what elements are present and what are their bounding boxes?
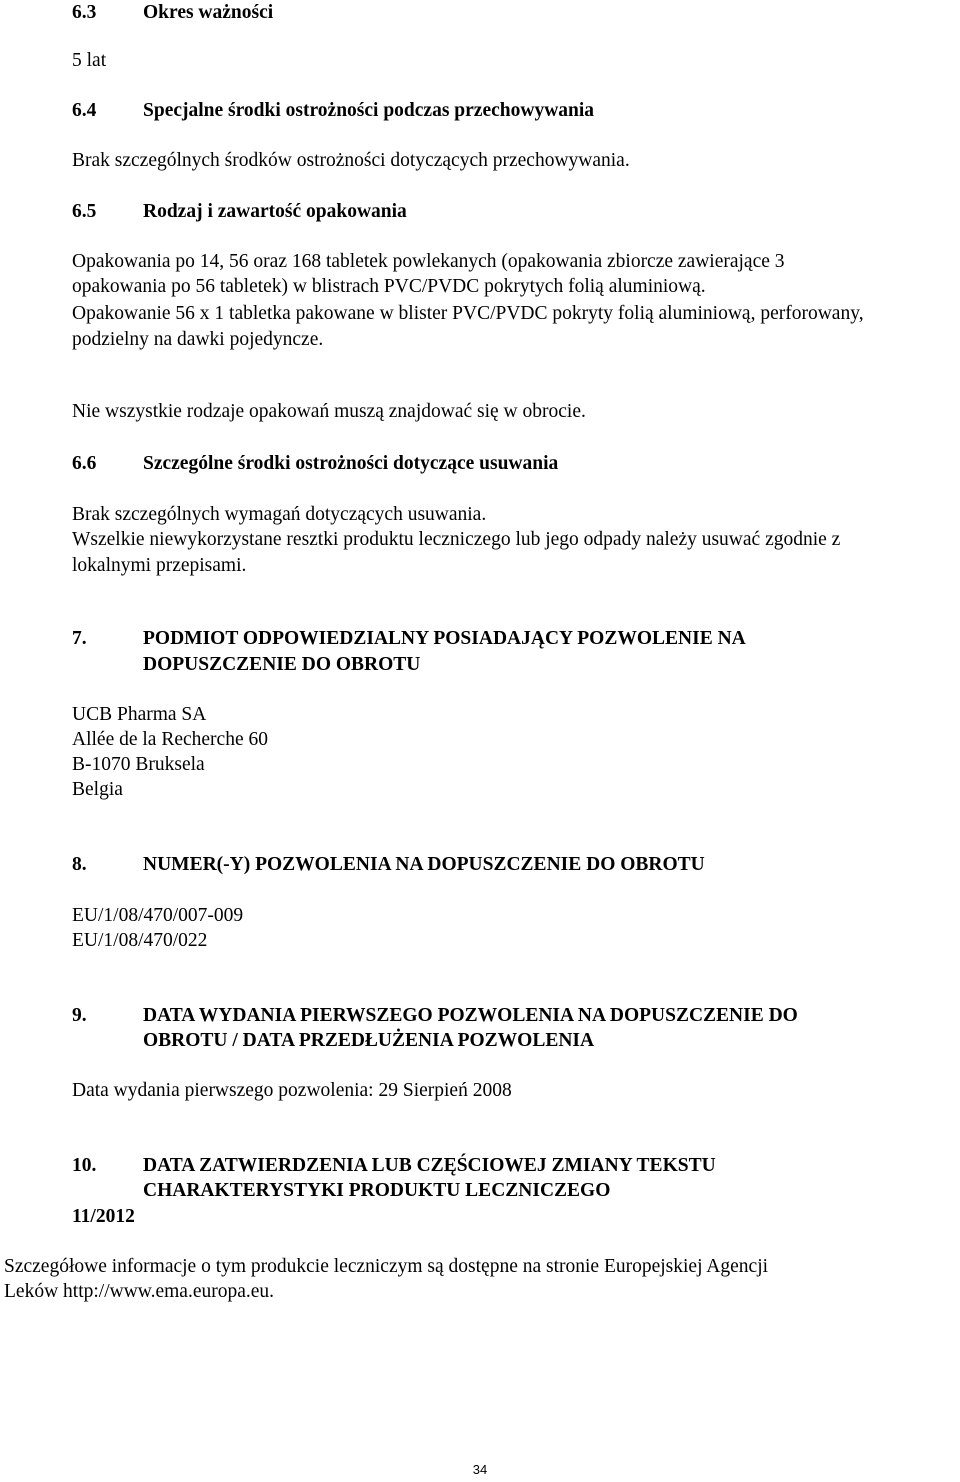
packaging-note: Nie wszystkie rodzaje opakowań muszą znajdować się w obrocie.	[72, 401, 586, 422]
packaging-text-line: podzielny na dawki pojedyncze.	[72, 329, 324, 350]
address-line: UCB Pharma SA	[72, 704, 207, 725]
section-6-6-heading: Szczególne środki ostrożności dotyczące usuwania	[143, 453, 559, 474]
section-6-5-number: 6.5	[72, 201, 97, 222]
info-text-line: Szczegółowe informacje o tym produkcie leczniczym są dostępne na stronie Europejskiej Agencji	[4, 1256, 769, 1277]
storage-text: Brak szczególnych środków ostrożności dotyczących przechowywania.	[72, 150, 630, 171]
packaging-text-line: Opakowanie 56 x 1 tabletka pakowane w blister PVC/PVDC pokryty folią aluminiową, perforowany,	[72, 303, 864, 324]
authorisation-number: EU/1/08/470/007-009	[72, 905, 244, 926]
page-number: 34	[472, 1462, 488, 1477]
section-8-heading: NUMER(-Y) POZWOLENIA NA DOPUSZCZENIE DO OBROTU	[143, 854, 705, 875]
section-9-heading-line: OBROTU / DATA PRZEDŁUŻENIA POZWOLENIA	[143, 1030, 595, 1051]
section-10-heading-line: CHARAKTERYSTYKI PRODUKTU LECZNICZEGO	[143, 1180, 611, 1201]
address-line: Allée de la Recherche 60	[72, 729, 268, 750]
section-10-number: 10.	[72, 1155, 97, 1176]
revision-date: 11/2012	[72, 1206, 135, 1227]
section-8-number: 8.	[72, 854, 87, 875]
disposal-text-line: Brak szczególnych wymagań dotyczących usuwania.	[72, 504, 487, 525]
section-7-heading-line: PODMIOT ODPOWIEDZIALNY POSIADAJĄCY POZWOLENIE NA	[143, 628, 746, 649]
section-9-number: 9.	[72, 1005, 87, 1026]
disposal-text-line: Wszelkie niewykorzystane resztki produktu leczniczego lub jego odpady należy usuwać zgodnie z	[72, 529, 841, 550]
address-line: Belgia	[72, 779, 123, 800]
shelf-life-text: 5 lat	[72, 50, 107, 71]
section-6-6-number: 6.6	[72, 453, 97, 474]
section-7-number: 7.	[72, 628, 87, 649]
packaging-text-line: Opakowania po 14, 56 oraz 168 tabletek powlekanych (opakowania zbiorcze zawierające 3	[72, 251, 785, 272]
section-6-4-heading: Specjalne środki ostrożności podczas przechowywania	[143, 100, 595, 121]
section-6-4-number: 6.4	[72, 100, 97, 121]
section-9-heading-line: DATA WYDANIA PIERWSZEGO POZWOLENIA NA DOPUSZCZENIE DO	[143, 1005, 798, 1026]
section-7-heading-line: DOPUSZCZENIE DO OBROTU	[143, 654, 421, 675]
authorisation-number: EU/1/08/470/022	[72, 930, 208, 951]
disposal-text-line: lokalnymi przepisami.	[72, 555, 247, 576]
section-6-3-heading: Okres ważności	[143, 2, 274, 23]
packaging-text-line: opakowania po 56 tabletek) w blistrach PVC/PVDC pokrytych folią aluminiową.	[72, 276, 706, 297]
address-line: B-1070 Bruksela	[72, 754, 205, 775]
info-text-line: Leków http://www.ema.europa.eu.	[4, 1281, 275, 1302]
section-6-3-number: 6.3	[72, 2, 97, 23]
section-6-5-heading: Rodzaj i zawartość opakowania	[143, 201, 407, 222]
section-10-heading-line: DATA ZATWIERDZENIA LUB CZĘŚCIOWEJ ZMIANY TEKSTU	[143, 1155, 716, 1176]
first-authorisation-date: Data wydania pierwszego pozwolenia: 29 Sierpień 2008	[72, 1080, 512, 1101]
